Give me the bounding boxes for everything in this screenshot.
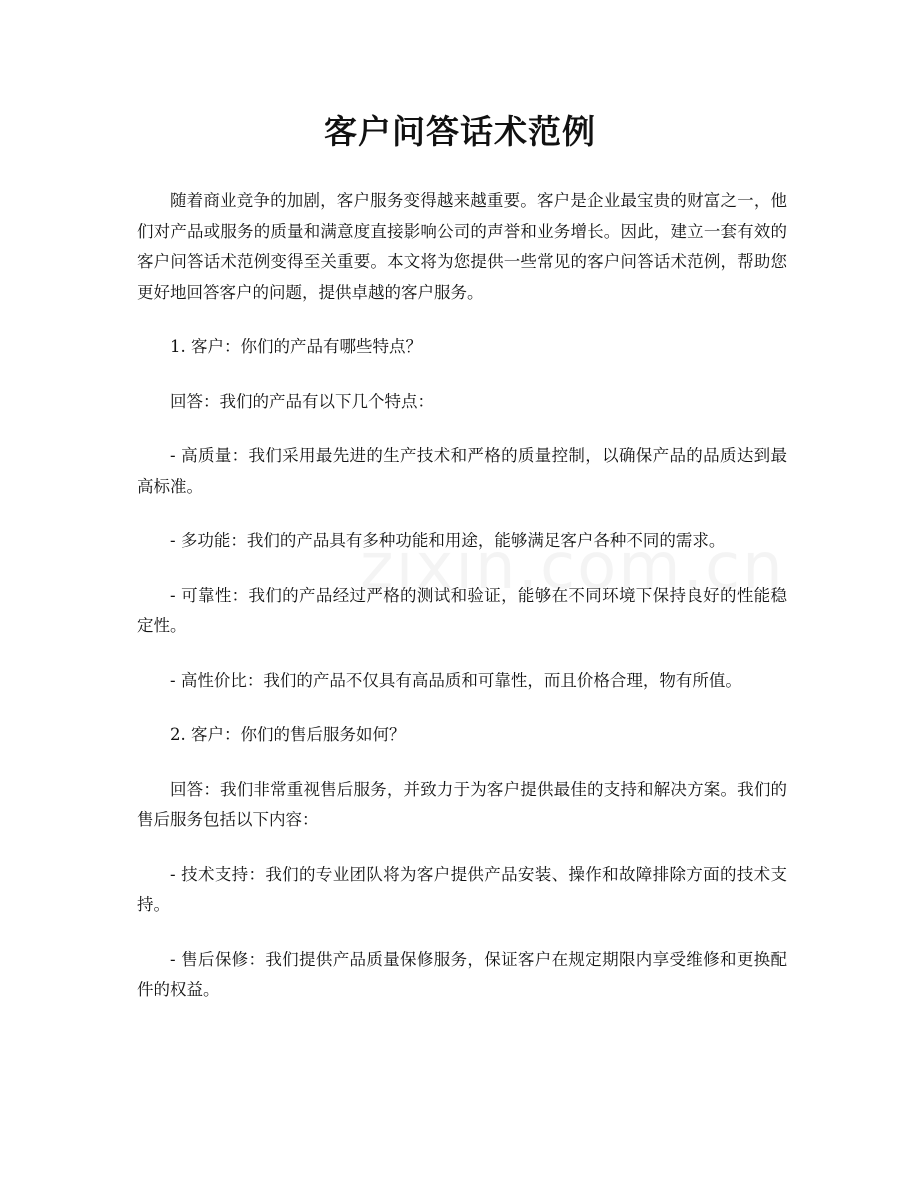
answer-1: 回答：我们的产品有以下几个特点：: [170, 391, 434, 411]
answer-2-point-tech-support: - 技术支持：我们的专业团队将为客户提供产品安装、操作和故障排除方面的技术支持。: [137, 864, 787, 914]
question-2: 2. 客户：你们的售后服务如何？: [170, 725, 406, 744]
answer-2-point-warranty: - 售后保修：我们提供产品质量保修服务，保证客户在规定期限内享受维修和更换配件的权益。: [137, 949, 787, 999]
page-title: 客户问答话术范例: [324, 112, 596, 151]
answer-1-point-value: - 高性价比：我们的产品不仅具有高品质和可靠性，而且价格合理，物有所值。: [170, 670, 742, 690]
answer-2: 回答：我们非常重视售后服务，并致力于为客户提供最佳的支持和解决方案。我们的售后服务包括以下内容：: [137, 779, 787, 829]
document-body: [137, 186, 787, 1030]
answer-1-point-multifunction: - 多功能：我们的产品具有多种功能和用途，能够满足客户各种不同的需求。: [170, 531, 726, 550]
answer-1-point-reliability: - 可靠性：我们的产品经过严格的测试和验证，能够在不同环境下保持良好的性能稳定性。: [137, 585, 787, 635]
question-1: 1. 客户：你们的产品有哪些特点？: [170, 337, 422, 356]
answer-1-point-quality: - 高质量：我们采用最先进的生产技术和严格的质量控制，以确保产品的品质达到最高标准。: [137, 446, 787, 496]
intro-paragraph: 随着商业竞争的加剧，客户服务变得越来越重要。客户是企业最宝贵的财富之一，他们对产品或服务的质量和满意度直接影响公司的声誉和业务增长。因此，建立一套有效的客户问答话术范例变得至关重要。本文将为您提供一些常见的客户问答话术范例，帮助您更好地回答客户的问题，提供卓越的客户服务。: [137, 191, 787, 302]
